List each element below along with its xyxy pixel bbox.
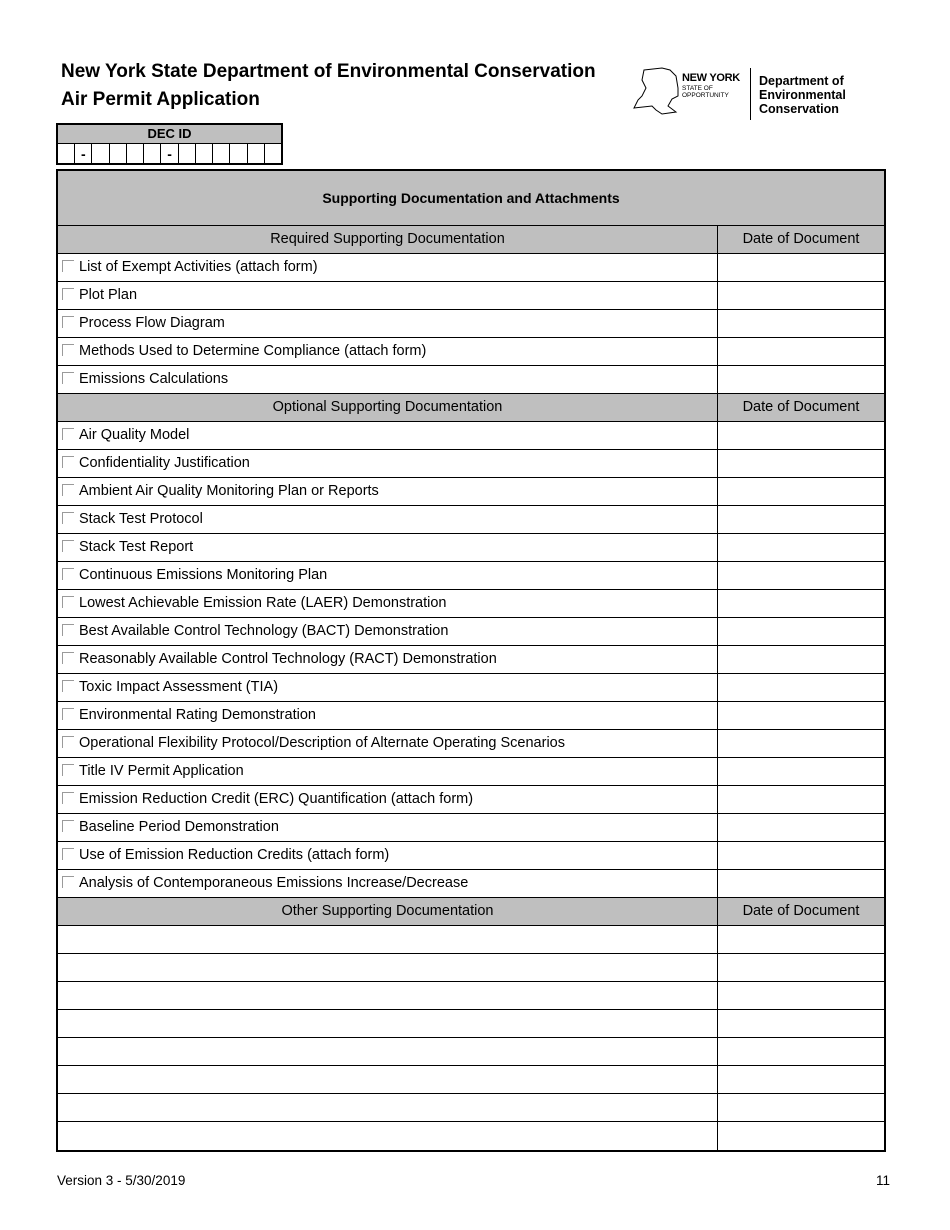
other-document-date-field[interactable]	[718, 954, 884, 981]
document-row	[58, 366, 884, 394]
document-checkbox[interactable]	[62, 372, 74, 384]
document-date-field[interactable]	[718, 870, 884, 897]
other-document-field[interactable]	[58, 982, 718, 1009]
other-document-row	[58, 926, 884, 954]
dec-id-cell[interactable]: -	[75, 144, 92, 164]
other-document-date-field[interactable]	[718, 1038, 884, 1065]
document-date-field[interactable]	[718, 254, 884, 281]
other-document-row	[58, 954, 884, 982]
other-document-row	[58, 1122, 884, 1150]
document-row	[58, 282, 884, 310]
document-cell	[58, 478, 718, 505]
other-document-date-field[interactable]	[718, 926, 884, 953]
document-cell	[58, 702, 718, 729]
document-label: Ambient Air Quality Monitoring Plan or Reports	[79, 483, 379, 499]
document-label: Stack Test Protocol	[79, 511, 203, 527]
agency-name: New York State Department of Environmental Conservation	[61, 61, 596, 82]
other-document-row	[58, 1094, 884, 1122]
document-label: Plot Plan	[79, 287, 138, 303]
document-checkbox[interactable]	[62, 764, 74, 776]
document-checkbox[interactable]	[62, 820, 74, 832]
date-column-heading: Date of Document	[742, 231, 860, 247]
section-heading: Required Supporting Documentation	[58, 226, 718, 253]
other-document-row	[58, 982, 884, 1010]
document-date-field[interactable]	[718, 562, 884, 589]
dec-logo	[632, 66, 862, 124]
document-row	[58, 422, 884, 450]
document-label: Best Available Control Technology (BACT) Demonstration	[79, 623, 449, 639]
document-date-field[interactable]	[718, 758, 884, 785]
document-label: Use of Emission Reduction Credits (attach form)	[79, 847, 390, 863]
dec-id-cell[interactable]	[265, 144, 281, 164]
dec-id-box	[56, 123, 283, 165]
supporting-documentation-table	[56, 169, 886, 1152]
document-cell	[58, 338, 718, 365]
document-checkbox[interactable]	[62, 596, 74, 608]
document-label: Air Quality Model	[79, 427, 190, 443]
other-document-field[interactable]	[58, 1066, 718, 1093]
document-date-field[interactable]	[718, 310, 884, 337]
document-date-field[interactable]	[718, 506, 884, 533]
new-york-state-map-icon	[632, 66, 680, 116]
other-document-field[interactable]	[58, 926, 718, 953]
dec-id-cell[interactable]	[196, 144, 213, 164]
logo-state-name: NEW YORK	[682, 72, 740, 84]
document-checkbox[interactable]	[62, 876, 74, 888]
document-label: Emission Reduction Credit (ERC) Quantification (attach form)	[79, 791, 474, 807]
document-date-field[interactable]	[718, 702, 884, 729]
document-row	[58, 618, 884, 646]
document-date-field[interactable]	[718, 618, 884, 645]
dec-id-cell[interactable]	[144, 144, 161, 164]
document-checkbox[interactable]	[62, 260, 74, 272]
document-date-field[interactable]	[718, 282, 884, 309]
document-cell	[58, 646, 718, 673]
dec-id-cell[interactable]	[248, 144, 265, 164]
document-label: Stack Test Report	[79, 539, 194, 555]
dec-id-cells	[58, 144, 281, 164]
document-cell	[58, 814, 718, 841]
document-date-field[interactable]	[718, 646, 884, 673]
other-document-date-field[interactable]	[718, 1066, 884, 1093]
document-row	[58, 478, 884, 506]
document-label: Emissions Calculations	[79, 371, 229, 387]
document-date-field[interactable]	[718, 478, 884, 505]
footer-version: Version 3 - 5/30/2019	[57, 1173, 186, 1188]
document-cell	[58, 590, 718, 617]
document-row	[58, 450, 884, 478]
document-checkbox[interactable]	[62, 316, 74, 328]
document-date-field[interactable]	[718, 422, 884, 449]
document-cell	[58, 674, 718, 701]
footer-page-number: 11	[876, 1173, 891, 1188]
document-date-field[interactable]	[718, 786, 884, 813]
document-row	[58, 562, 884, 590]
document-date-field[interactable]	[718, 338, 884, 365]
document-row	[58, 814, 884, 842]
document-row	[58, 786, 884, 814]
document-cell	[58, 562, 718, 589]
section-heading: Optional Supporting Documentation	[58, 394, 718, 421]
document-label: Analysis of Contemporaneous Emissions Increase/Decrease	[79, 875, 469, 891]
document-cell	[58, 310, 718, 337]
document-date-field[interactable]	[718, 730, 884, 757]
document-checkbox[interactable]	[62, 568, 74, 580]
logo-department-name: Department of Environmental Conservation	[759, 74, 846, 116]
document-row	[58, 870, 884, 898]
document-checkbox[interactable]	[62, 456, 74, 468]
document-cell	[58, 842, 718, 869]
document-checkbox[interactable]	[62, 792, 74, 804]
document-cell	[58, 758, 718, 785]
document-cell	[58, 282, 718, 309]
document-label: Toxic Impact Assessment (TIA)	[79, 679, 279, 695]
document-checkbox[interactable]	[62, 708, 74, 720]
document-checkbox[interactable]	[62, 848, 74, 860]
document-row	[58, 702, 884, 730]
other-document-field[interactable]	[58, 1038, 718, 1065]
other-document-row	[58, 1038, 884, 1066]
document-row	[58, 534, 884, 562]
document-cell	[58, 366, 718, 393]
document-label: Environmental Rating Demonstration	[79, 707, 316, 723]
document-row	[58, 730, 884, 758]
other-document-field[interactable]	[58, 954, 718, 981]
document-date-field[interactable]	[718, 814, 884, 841]
document-row	[58, 646, 884, 674]
date-column-heading: Date of Document	[742, 399, 860, 415]
document-label: List of Exempt Activities (attach form)	[79, 259, 318, 275]
document-label: Lowest Achievable Emission Rate (LAER) Demonstration	[79, 595, 447, 611]
dec-id-label: DEC ID	[58, 125, 281, 144]
document-row	[58, 506, 884, 534]
other-document-date-field[interactable]	[718, 982, 884, 1009]
document-checkbox[interactable]	[62, 652, 74, 664]
document-checkbox[interactable]	[62, 484, 74, 496]
date-column-heading: Date of Document	[742, 903, 860, 919]
document-label: Operational Flexibility Protocol/Description of Alternate Operating Scenarios	[79, 735, 565, 751]
document-checkbox[interactable]	[62, 288, 74, 300]
other-document-field[interactable]	[58, 1122, 718, 1150]
document-cell	[58, 506, 718, 533]
document-checkbox[interactable]	[62, 624, 74, 636]
dec-id-cell[interactable]	[213, 144, 230, 164]
document-row	[58, 842, 884, 870]
logo-state-tagline: STATE OF OPPORTUNITY	[682, 85, 729, 99]
other-document-field[interactable]	[58, 1094, 718, 1121]
dec-id-cell[interactable]	[179, 144, 196, 164]
document-date-field[interactable]	[718, 534, 884, 561]
dec-id-cell[interactable]	[110, 144, 127, 164]
document-cell	[58, 422, 718, 449]
document-date-field[interactable]	[718, 450, 884, 477]
document-row	[58, 254, 884, 282]
document-checkbox[interactable]	[62, 344, 74, 356]
other-document-date-field[interactable]	[718, 1094, 884, 1121]
form-name: Air Permit Application	[61, 89, 260, 110]
document-label: Continuous Emissions Monitoring Plan	[79, 567, 328, 583]
section-header-row	[58, 226, 884, 254]
logo-divider	[750, 68, 751, 120]
other-document-date-field[interactable]	[718, 1122, 884, 1150]
document-date-field[interactable]	[718, 590, 884, 617]
other-document-row	[58, 1010, 884, 1038]
document-label: Baseline Period Demonstration	[79, 819, 279, 835]
document-checkbox[interactable]	[62, 680, 74, 692]
other-document-date-field[interactable]	[718, 1010, 884, 1037]
dec-id-cell[interactable]	[92, 144, 109, 164]
document-row	[58, 590, 884, 618]
document-date-field[interactable]	[718, 842, 884, 869]
document-label: Confidentiality Justification	[79, 455, 250, 471]
document-row	[58, 758, 884, 786]
document-date-field[interactable]	[718, 366, 884, 393]
document-cell	[58, 450, 718, 477]
section-header-row	[58, 394, 884, 422]
dec-id-cell[interactable]	[127, 144, 144, 164]
other-document-row	[58, 1066, 884, 1094]
dec-id-cell[interactable]: -	[161, 144, 178, 164]
document-row	[58, 338, 884, 366]
dec-id-cell[interactable]	[230, 144, 247, 164]
other-document-field[interactable]	[58, 1010, 718, 1037]
document-row	[58, 674, 884, 702]
dec-id-cell[interactable]	[58, 144, 75, 164]
document-checkbox[interactable]	[62, 512, 74, 524]
document-cell	[58, 534, 718, 561]
document-checkbox[interactable]	[62, 540, 74, 552]
document-cell	[58, 870, 718, 897]
document-checkbox[interactable]	[62, 736, 74, 748]
document-label: Process Flow Diagram	[79, 315, 225, 331]
section-header-row	[58, 898, 884, 926]
document-label: Methods Used to Determine Compliance (attach form)	[79, 343, 427, 359]
document-cell	[58, 730, 718, 757]
document-date-field[interactable]	[718, 674, 884, 701]
document-cell	[58, 786, 718, 813]
table-title: Supporting Documentation and Attachments	[58, 171, 884, 226]
document-label: Title IV Permit Application	[79, 763, 244, 779]
document-title	[61, 58, 596, 114]
document-cell	[58, 254, 718, 281]
document-label: Reasonably Available Control Technology (RACT) Demonstration	[79, 651, 497, 667]
document-row	[58, 310, 884, 338]
document-cell	[58, 618, 718, 645]
document-checkbox[interactable]	[62, 428, 74, 440]
section-heading: Other Supporting Documentation	[58, 898, 718, 925]
